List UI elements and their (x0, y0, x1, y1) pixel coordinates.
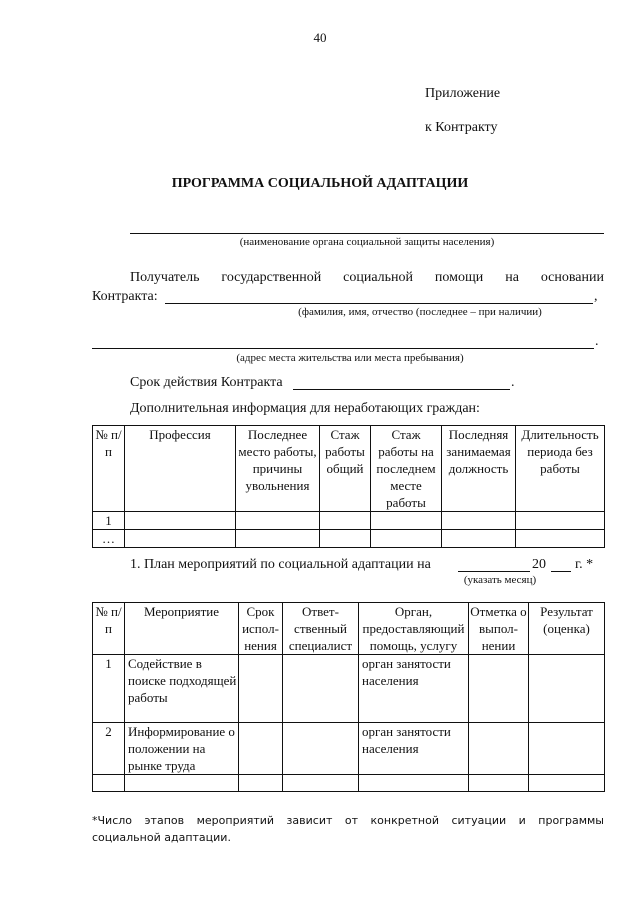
column-header: Мероприятие (125, 603, 239, 655)
extra-info-heading: Дополнительная информация для неработающих граждан: (130, 401, 480, 416)
column-header: Стаж работы на последнем месте работы (371, 426, 442, 512)
address-caption: (адрес места жительства или места пребывания) (236, 352, 464, 364)
table-row (93, 655, 605, 723)
column-header: Ответ-ственный специалист (283, 603, 359, 655)
document-title: ПРОГРАММА СОЦИАЛЬНОЙ АДАПТАЦИИ (171, 176, 469, 191)
org-cell: орган занятости населения (359, 655, 469, 723)
table-cell (320, 530, 371, 548)
table-row (93, 512, 605, 530)
contract-term-period: . (511, 375, 515, 390)
table-row (93, 723, 605, 775)
unemployed-info-table (92, 425, 605, 548)
table-cell (529, 655, 605, 723)
column-header: Стаж работы общий (320, 426, 371, 512)
column-header: Срок испол-нения (239, 603, 283, 655)
event-cell: Информирование о положении на рынке труда (125, 723, 239, 775)
table-row (93, 775, 605, 792)
table-cell (236, 530, 320, 548)
org-name-caption: (наименование органа социальной защиты населения) (239, 236, 495, 248)
event-cell: Содействие в поиске подходящей работы (125, 655, 239, 723)
appendix-label: Приложение (425, 86, 501, 101)
row-number: 1 (93, 655, 125, 723)
column-header: Орган, предоставляющий помощь, услугу (359, 603, 469, 655)
column-header: Профессия (125, 426, 236, 512)
table-cell (371, 512, 442, 530)
table-row (93, 530, 605, 548)
page-number: 40 (313, 30, 327, 45)
recipient-text: Получатель государственной социальной помощи на основании (130, 270, 604, 285)
table-cell (320, 512, 371, 530)
table-cell (239, 775, 283, 792)
recipient-name-line (165, 303, 593, 304)
table-cell (93, 775, 125, 792)
table-cell (239, 655, 283, 723)
org-name-line (130, 233, 604, 234)
table-cell (359, 775, 469, 792)
table-cell (236, 512, 320, 530)
contract-comma: , (594, 289, 598, 304)
table-cell (469, 655, 529, 723)
plan-heading: 1. План мероприятий по социальной адаптации на (130, 557, 431, 572)
row-number: 1 (93, 512, 125, 530)
table-cell (469, 775, 529, 792)
column-header: Длительность периода без работы (516, 426, 605, 512)
row-number: … (93, 530, 125, 548)
plan-year-line (551, 571, 571, 572)
month-caption: (указать месяц) (463, 574, 537, 586)
contract-term-label: Срок действия Контракта (130, 375, 283, 390)
table-cell (125, 775, 239, 792)
table-cell (442, 530, 516, 548)
name-caption: (фамилия, имя, отчество (последнее – при наличии) (298, 306, 542, 318)
plan-year: 20 (532, 557, 546, 572)
address-line (92, 348, 594, 349)
table-cell (125, 512, 236, 530)
address-period: . (595, 334, 599, 349)
table-cell (239, 723, 283, 775)
column-header: № п/п (93, 426, 125, 512)
table-header-row (93, 603, 605, 655)
plan-year-suffix: г. * (575, 557, 594, 572)
column-header: № п/п (93, 603, 125, 655)
column-header: Результат (оценка) (529, 603, 605, 655)
contract-label: Контракта: (92, 289, 158, 304)
footnote: *Число этапов мероприятий зависит от конкретной ситуации и программы социальной адаптации. (92, 814, 604, 844)
row-number: 2 (93, 723, 125, 775)
table-cell (529, 775, 605, 792)
table-header-row (93, 426, 605, 512)
table-cell (516, 530, 605, 548)
contract-term-line (293, 389, 510, 390)
table-cell (529, 723, 605, 775)
table-cell (125, 530, 236, 548)
appendix-contract-label: к Контракту (425, 120, 498, 135)
table-cell (469, 723, 529, 775)
table-cell (442, 512, 516, 530)
column-header: Отметка о выпол-нении (470, 604, 527, 653)
column-header: Последнее место работы, причины увольнения (236, 426, 320, 512)
adaptation-plan-table (92, 602, 605, 792)
table-cell (516, 512, 605, 530)
plan-month-line (458, 571, 530, 572)
table-cell (283, 655, 359, 723)
table-cell (283, 775, 359, 792)
table-cell (371, 530, 442, 548)
column-header: Последняя занимаемая должность (442, 426, 516, 512)
table-cell (283, 723, 359, 775)
org-cell: орган занятости населения (359, 723, 469, 775)
